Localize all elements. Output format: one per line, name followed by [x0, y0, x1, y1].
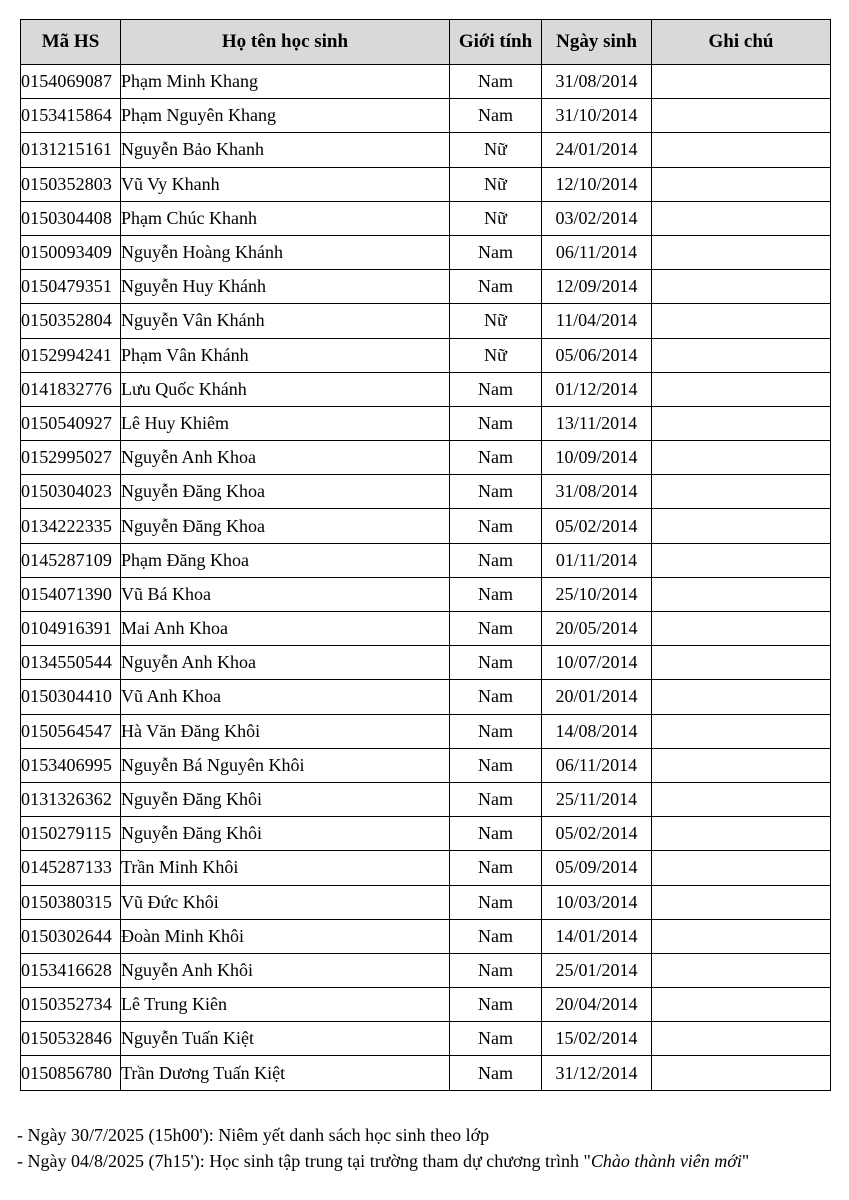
cell-student-id: 0145287133: [21, 851, 121, 885]
cell-student-id: 0104916391: [21, 612, 121, 646]
cell-date-of-birth: 10/07/2014: [542, 646, 652, 680]
table-row: [21, 304, 831, 338]
table-row: [21, 338, 831, 372]
cell-student-id: 0141832776: [21, 372, 121, 406]
cell-student-id: 0145287109: [21, 543, 121, 577]
cell-note: [652, 817, 831, 851]
cell-gender: Nam: [450, 235, 542, 269]
cell-note: [652, 543, 831, 577]
cell-gender: Nam: [450, 782, 542, 816]
cell-note: [652, 406, 831, 440]
table-row: [21, 646, 831, 680]
table-row: [21, 953, 831, 987]
cell-date-of-birth: 03/02/2014: [542, 201, 652, 235]
cell-date-of-birth: 11/04/2014: [542, 304, 652, 338]
cell-date-of-birth: 31/12/2014: [542, 1056, 652, 1090]
table-row: [21, 612, 831, 646]
cell-note: [652, 680, 831, 714]
cell-note: [652, 885, 831, 919]
table-row: [21, 475, 831, 509]
cell-student-id: 0134222335: [21, 509, 121, 543]
cell-student-id: 0153415864: [21, 99, 121, 133]
cell-note: [652, 475, 831, 509]
cell-student-id: 0150479351: [21, 270, 121, 304]
header-row: [21, 20, 831, 65]
cell-date-of-birth: 06/11/2014: [542, 748, 652, 782]
cell-student-id: 0131215161: [21, 133, 121, 167]
cell-student-name: Đoàn Minh Khôi: [121, 919, 450, 953]
cell-gender: Nam: [450, 988, 542, 1022]
cell-student-name: Phạm Nguyên Khang: [121, 99, 450, 133]
cell-student-id: 0150302644: [21, 919, 121, 953]
cell-note: [652, 919, 831, 953]
cell-gender: Nam: [450, 748, 542, 782]
cell-gender: Nam: [450, 270, 542, 304]
cell-student-id: 0153416628: [21, 953, 121, 987]
cell-student-name: Vũ Anh Khoa: [121, 680, 450, 714]
header-student-id: Mã HS: [21, 20, 121, 65]
header-student-name: Họ tên học sinh: [121, 20, 450, 65]
cell-student-name: Nguyễn Anh Khoa: [121, 646, 450, 680]
cell-gender: Nam: [450, 441, 542, 475]
cell-note: [652, 235, 831, 269]
cell-student-name: Trần Minh Khôi: [121, 851, 450, 885]
cell-student-id: 0152995027: [21, 441, 121, 475]
table-row: [21, 509, 831, 543]
cell-student-name: Nguyễn Anh Khôi: [121, 953, 450, 987]
table-row: [21, 441, 831, 475]
cell-student-id: 0154069087: [21, 65, 121, 99]
cell-student-id: 0150304023: [21, 475, 121, 509]
cell-gender: Nam: [450, 509, 542, 543]
cell-date-of-birth: 05/02/2014: [542, 817, 652, 851]
cell-student-name: Lê Huy Khiêm: [121, 406, 450, 440]
cell-student-id: 0150564547: [21, 714, 121, 748]
cell-note: [652, 372, 831, 406]
table-row: [21, 65, 831, 99]
cell-date-of-birth: 12/09/2014: [542, 270, 652, 304]
cell-date-of-birth: 14/01/2014: [542, 919, 652, 953]
cell-note: [652, 953, 831, 987]
cell-student-id: 0153406995: [21, 748, 121, 782]
cell-gender: Nam: [450, 919, 542, 953]
note-line-2-program-name: Chào thành viên mới: [590, 1151, 742, 1171]
table-row: [21, 577, 831, 611]
cell-gender: Nam: [450, 1022, 542, 1056]
cell-student-id: 0150856780: [21, 1056, 121, 1090]
note-line-1: - Ngày 30/7/2025 (15h00'): Niêm yết danh sách học sinh theo lớp: [17, 1125, 490, 1145]
table-row: [21, 1056, 831, 1090]
cell-student-id: 0150304408: [21, 201, 121, 235]
cell-gender: Nữ: [450, 167, 542, 201]
table-row: [21, 714, 831, 748]
cell-gender: Nam: [450, 577, 542, 611]
table-row: [21, 851, 831, 885]
cell-student-name: Nguyễn Bảo Khanh: [121, 133, 450, 167]
cell-student-id: 0154071390: [21, 577, 121, 611]
cell-student-name: Vũ Đức Khôi: [121, 885, 450, 919]
cell-student-name: Mai Anh Khoa: [121, 612, 450, 646]
cell-gender: Nam: [450, 646, 542, 680]
note-line-2-prefix: - Ngày 04/8/2025 (7h15'): Học sinh tập trung tại trường tham dự chương trình ": [17, 1151, 591, 1171]
cell-gender: Nam: [450, 612, 542, 646]
cell-student-id: 0150380315: [21, 885, 121, 919]
cell-gender: Nam: [450, 953, 542, 987]
cell-date-of-birth: 05/02/2014: [542, 509, 652, 543]
cell-student-name: Vũ Bá Khoa: [121, 577, 450, 611]
cell-date-of-birth: 10/03/2014: [542, 885, 652, 919]
cell-date-of-birth: 20/05/2014: [542, 612, 652, 646]
cell-student-name: Phạm Vân Khánh: [121, 338, 450, 372]
cell-student-name: Lưu Quốc Khánh: [121, 372, 450, 406]
cell-gender: Nam: [450, 817, 542, 851]
table-row: [21, 680, 831, 714]
cell-note: [652, 782, 831, 816]
cell-note: [652, 1056, 831, 1090]
cell-student-id: 0150540927: [21, 406, 121, 440]
cell-student-id: 0152994241: [21, 338, 121, 372]
cell-note: [652, 988, 831, 1022]
cell-date-of-birth: 01/11/2014: [542, 543, 652, 577]
table-row: [21, 1022, 831, 1056]
table-row: [21, 235, 831, 269]
header-gender: Giới tính: [450, 20, 542, 65]
table-row: [21, 748, 831, 782]
cell-student-name: Phạm Đăng Khoa: [121, 543, 450, 577]
cell-student-id: 0150279115: [21, 817, 121, 851]
cell-note: [652, 338, 831, 372]
cell-date-of-birth: 20/04/2014: [542, 988, 652, 1022]
table-body: [21, 65, 831, 1091]
cell-gender: Nam: [450, 475, 542, 509]
table-row: [21, 782, 831, 816]
cell-note: [652, 851, 831, 885]
cell-date-of-birth: 31/08/2014: [542, 65, 652, 99]
cell-student-name: Phạm Minh Khang: [121, 65, 450, 99]
cell-note: [652, 612, 831, 646]
table-row: [21, 885, 831, 919]
header-note: Ghi chú: [652, 20, 831, 65]
cell-note: [652, 714, 831, 748]
cell-date-of-birth: 05/06/2014: [542, 338, 652, 372]
cell-date-of-birth: 25/11/2014: [542, 782, 652, 816]
cell-student-name: Nguyễn Huy Khánh: [121, 270, 450, 304]
cell-gender: Nữ: [450, 304, 542, 338]
cell-date-of-birth: 10/09/2014: [542, 441, 652, 475]
cell-student-name: Nguyễn Anh Khoa: [121, 441, 450, 475]
cell-gender: Nam: [450, 1056, 542, 1090]
header-date-of-birth: Ngày sinh: [542, 20, 652, 65]
cell-student-id: 0150352804: [21, 304, 121, 338]
cell-student-name: Nguyễn Đăng Khôi: [121, 782, 450, 816]
cell-gender: Nam: [450, 406, 542, 440]
cell-student-name: Nguyễn Bá Nguyên Khôi: [121, 748, 450, 782]
cell-date-of-birth: 25/10/2014: [542, 577, 652, 611]
cell-student-id: 0150532846: [21, 1022, 121, 1056]
cell-note: [652, 646, 831, 680]
cell-student-id: 0150304410: [21, 680, 121, 714]
cell-student-name: Nguyễn Đăng Khoa: [121, 475, 450, 509]
table-header: [21, 20, 831, 65]
cell-gender: Nam: [450, 543, 542, 577]
cell-note: [652, 748, 831, 782]
cell-date-of-birth: 14/08/2014: [542, 714, 652, 748]
cell-student-name: Nguyễn Hoàng Khánh: [121, 235, 450, 269]
cell-date-of-birth: 13/11/2014: [542, 406, 652, 440]
student-roster-table: [20, 19, 831, 1091]
cell-note: [652, 441, 831, 475]
cell-note: [652, 509, 831, 543]
cell-note: [652, 201, 831, 235]
cell-student-name: Nguyễn Tuấn Kiệt: [121, 1022, 450, 1056]
cell-gender: Nam: [450, 851, 542, 885]
cell-student-name: Trần Dương Tuấn Kiệt: [121, 1056, 450, 1090]
cell-gender: Nam: [450, 65, 542, 99]
table-row: [21, 99, 831, 133]
cell-gender: Nữ: [450, 133, 542, 167]
cell-gender: Nam: [450, 714, 542, 748]
cell-student-id: 0150352803: [21, 167, 121, 201]
cell-gender: Nữ: [450, 338, 542, 372]
cell-student-name: Hà Văn Đăng Khôi: [121, 714, 450, 748]
cell-note: [652, 133, 831, 167]
cell-gender: Nam: [450, 680, 542, 714]
cell-student-name: Vũ Vy Khanh: [121, 167, 450, 201]
cell-student-name: Nguyễn Vân Khánh: [121, 304, 450, 338]
cell-student-id: 0134550544: [21, 646, 121, 680]
cell-student-id: 0150093409: [21, 235, 121, 269]
cell-student-name: Phạm Chúc Khanh: [121, 201, 450, 235]
table-row: [21, 167, 831, 201]
cell-date-of-birth: 31/10/2014: [542, 99, 652, 133]
table-row: [21, 817, 831, 851]
table-row: [21, 201, 831, 235]
cell-date-of-birth: 20/01/2014: [542, 680, 652, 714]
cell-note: [652, 270, 831, 304]
table-row: [21, 270, 831, 304]
table-row: [21, 372, 831, 406]
cell-gender: Nữ: [450, 201, 542, 235]
cell-note: [652, 1022, 831, 1056]
cell-date-of-birth: 01/12/2014: [542, 372, 652, 406]
cell-student-name: Nguyễn Đăng Khôi: [121, 817, 450, 851]
cell-date-of-birth: 25/01/2014: [542, 953, 652, 987]
cell-date-of-birth: 06/11/2014: [542, 235, 652, 269]
notes-section: [17, 1122, 749, 1174]
cell-note: [652, 167, 831, 201]
cell-student-name: Nguyễn Đăng Khoa: [121, 509, 450, 543]
cell-note: [652, 304, 831, 338]
table-row: [21, 919, 831, 953]
cell-gender: Nam: [450, 99, 542, 133]
cell-date-of-birth: 05/09/2014: [542, 851, 652, 885]
note-line-2-suffix: ": [741, 1151, 750, 1171]
cell-note: [652, 577, 831, 611]
cell-student-name: Lê Trung Kiên: [121, 988, 450, 1022]
note-line-2: [17, 1148, 749, 1174]
cell-gender: Nam: [450, 885, 542, 919]
table-row: [21, 133, 831, 167]
cell-date-of-birth: 31/08/2014: [542, 475, 652, 509]
cell-date-of-birth: 24/01/2014: [542, 133, 652, 167]
table-row: [21, 543, 831, 577]
cell-student-id: 0131326362: [21, 782, 121, 816]
cell-student-id: 0150352734: [21, 988, 121, 1022]
cell-date-of-birth: 15/02/2014: [542, 1022, 652, 1056]
cell-note: [652, 65, 831, 99]
cell-date-of-birth: 12/10/2014: [542, 167, 652, 201]
cell-gender: Nam: [450, 372, 542, 406]
table-row: [21, 988, 831, 1022]
cell-note: [652, 99, 831, 133]
table-row: [21, 406, 831, 440]
